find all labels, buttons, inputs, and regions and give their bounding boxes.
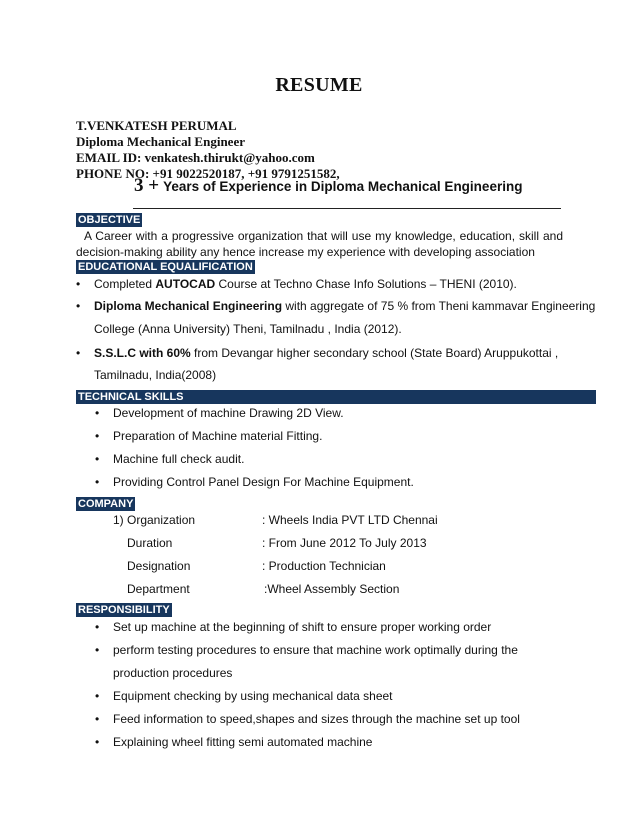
technical-skill-item: Development of machine Drawing 2D View. xyxy=(113,406,344,420)
section-header-company: COMPANY xyxy=(78,498,134,510)
education-item: Completed AUTOCAD Course at Techno Chase Info Solutions – THENI (2010). xyxy=(94,277,517,291)
candidate-phone: PHONE NO: +91 9022520187, +91 9791251582, xyxy=(76,166,340,181)
responsibility-item-continued: production procedures xyxy=(113,666,233,680)
bullet-icon: • xyxy=(95,643,100,657)
section-header-objective: OBJECTIVE xyxy=(78,214,141,226)
section-header-education: EDUCATIONAL EQUALIFICATION xyxy=(78,261,253,273)
bullet-icon: • xyxy=(76,299,81,313)
bullet-icon: • xyxy=(95,689,100,703)
company-designation-value: : Production Technician xyxy=(262,559,386,573)
company-department-value: :Wheel Assembly Section xyxy=(264,582,400,596)
bullet-icon: • xyxy=(76,346,81,360)
company-organization-value: : Wheels India PVT LTD Chennai xyxy=(262,513,438,527)
responsibility-item: Equipment checking by using mechanical data sheet xyxy=(113,689,393,703)
technical-skill-item: Providing Control Panel Design For Machine Equipment. xyxy=(113,475,414,489)
section-header-technical-skills: TECHNICAL SKILLS xyxy=(76,390,596,404)
experience-text: Years of Experience in Diploma Mechanical Engineering xyxy=(163,179,523,194)
bullet-icon: • xyxy=(95,452,100,466)
bullet-icon: • xyxy=(95,620,100,634)
education-item-continued: Tamilnadu, India(2008) xyxy=(94,368,217,382)
experience-years: 3 + xyxy=(134,175,160,196)
candidate-name: T.VENKATESH PERUMAL xyxy=(76,118,237,133)
objective-text: A Career with a progressive organization that will use my knowledge, education, skill and decision-making ability any hence increase my experience with developing association xyxy=(76,229,563,259)
bullet-icon: • xyxy=(95,712,100,726)
company-duration-value: : From June 2012 To July 2013 xyxy=(262,536,427,550)
responsibility-item: Set up machine at the beginning of shift to ensure proper working order xyxy=(113,620,492,634)
section-header-responsibility: RESPONSIBILITY xyxy=(78,604,170,616)
bullet-icon: • xyxy=(95,406,100,420)
bullet-icon: • xyxy=(95,735,100,749)
responsibility-item: perform testing procedures to ensure that machine work optimally during the xyxy=(113,643,518,657)
headline-divider xyxy=(133,208,561,209)
contact-block xyxy=(76,118,340,182)
bullet-icon: • xyxy=(95,475,100,489)
responsibility-item: Explaining wheel fitting semi automated machine xyxy=(113,735,373,749)
company-organization-label: 1) Organization xyxy=(113,513,196,527)
education-item: S.S.L.C with 60% from Devangar higher secondary school (State Board) Aruppukottai , xyxy=(94,346,559,360)
bullet-icon: • xyxy=(95,429,100,443)
technical-skill-item: Preparation of Machine material Fitting. xyxy=(113,429,323,443)
experience-headline xyxy=(134,175,522,197)
candidate-email: EMAIL ID: venkatesh.thirukt@yahoo.com xyxy=(76,150,315,165)
bullet-icon: • xyxy=(76,277,81,291)
company-department-label: Department xyxy=(127,582,190,596)
candidate-qualification: Diploma Mechanical Engineer xyxy=(76,134,245,149)
company-designation-label: Designation xyxy=(127,559,191,573)
education-item: Diploma Mechanical Engineering with aggregate of 75 % from Theni kammavar Engineering xyxy=(94,299,596,313)
company-duration-label: Duration xyxy=(127,536,173,550)
education-item-continued: College (Anna University) Theni, Tamilnadu , India (2012). xyxy=(94,322,402,336)
responsibility-item: Feed information to speed,shapes and sizes through the machine set up tool xyxy=(113,712,520,726)
technical-skill-item: Machine full check audit. xyxy=(113,452,245,466)
page-title: RESUME xyxy=(275,74,363,96)
